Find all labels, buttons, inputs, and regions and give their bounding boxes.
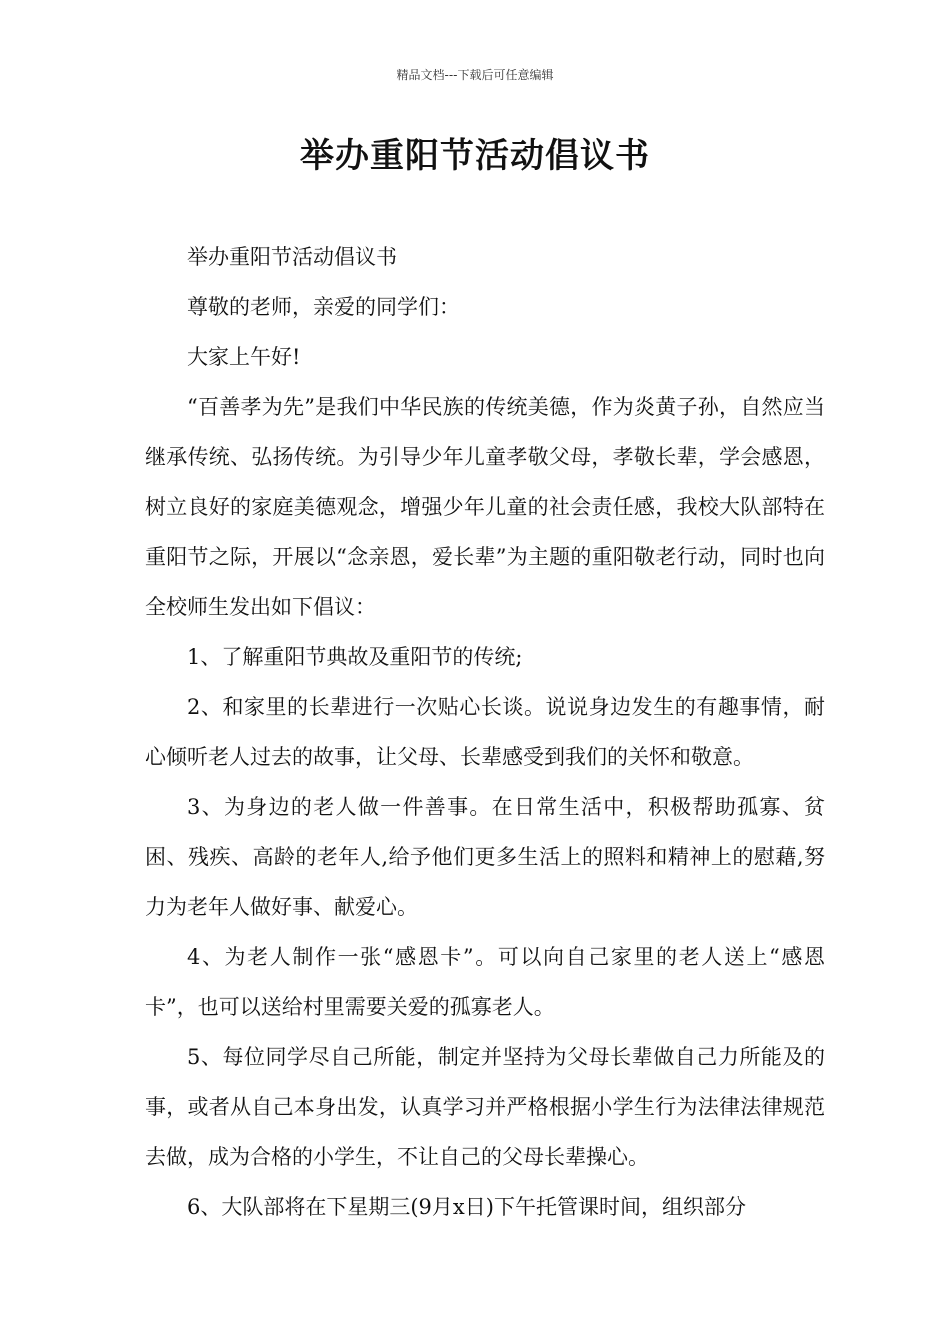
paragraph-salutation: 尊敬的老师，亲爱的同学们： (187, 295, 460, 319)
paragraph-item-5: 5、每位同学尽自己所能，制定并坚持为父母长辈做自己力所能及的事，或者从自己本身出发，认真学习并严格根据小学生行为法律法律规范去做，成为合格的小学生，不让自己的父母长辈操心。 (145, 1045, 825, 1169)
document-body (145, 232, 825, 1232)
document-title: 举办重阳节活动倡议书 (300, 136, 650, 176)
paragraph-item-1: 1、了解重阳节典故及重阳节的传统; (187, 645, 523, 669)
paragraph-item-4: 4、为老人制作一张“感恩卡”。可以向自己家里的老人送上“感恩卡”，也可以送给村里需要关爱的孤寡老人。 (145, 945, 825, 1019)
paragraph-item-2: 2、和家里的长辈进行一次贴心长谈。说说身边发生的有趣事情，耐心倾听老人过去的故事，让父母、长辈感受到我们的关怀和敬意。 (145, 695, 825, 769)
header-note: 精品文档---下载后可任意编辑 (396, 68, 554, 82)
paragraph-subtitle: 举办重阳节活动倡议书 (187, 245, 397, 269)
paragraph-item-6: 6、大队部将在下星期三(9月x日)下午托管课时间，组织部分 (187, 1195, 746, 1219)
paragraph-intro: “百善孝为先”是我们中华民族的传统美德，作为炎黄子孙，自然应当继承传统、弘扬传统。为引导少年儿童孝敬父母，孝敬长辈，学会感恩，树立良好的家庭美德观念，增强少年儿童的社会责任感，我校大队部特在重阳节之际，开展以“念亲恩，爱长辈”为主题的重阳敬老行动，同时也向全校师生发出如下倡议： (145, 395, 825, 619)
paragraph-greeting: 大家上午好! (187, 345, 301, 369)
paragraph-item-3: 3、为身边的老人做一件善事。在日常生活中，积极帮助孤寡、贫困、残疾、高龄的老年人,给予他们更多生活上的照料和精神上的慰藉,努力为老年人做好事、献爱心。 (145, 795, 825, 919)
